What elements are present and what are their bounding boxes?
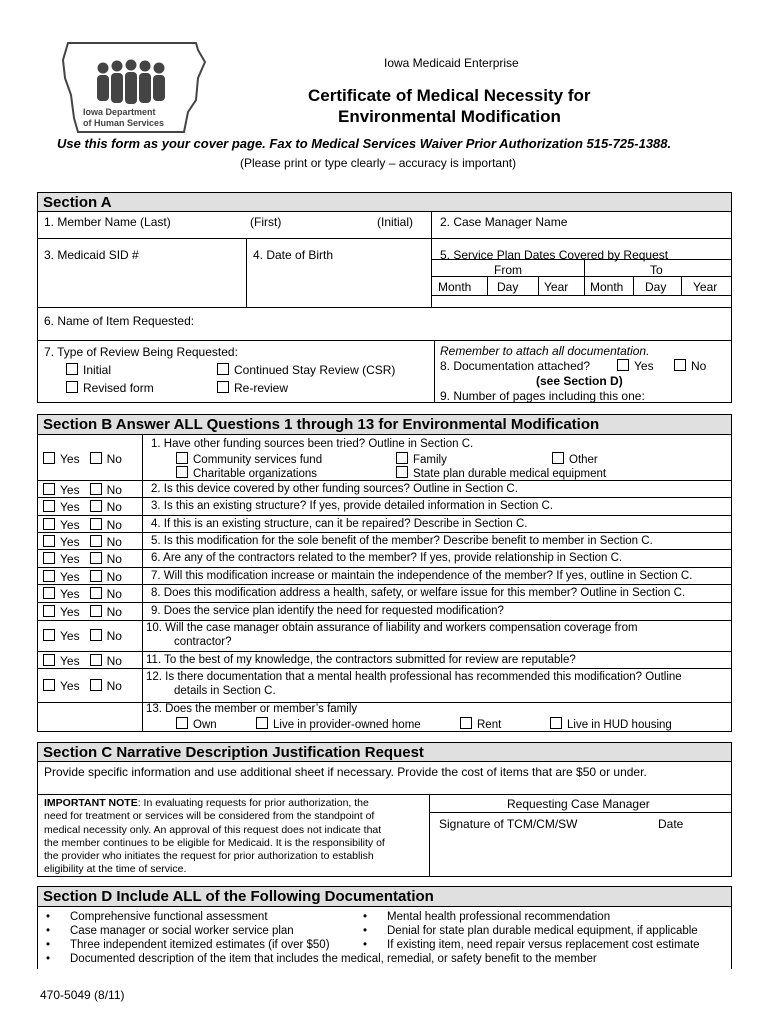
item-requested-label: 6. Name of Item Requested: bbox=[44, 314, 195, 328]
q2-text: 2. Is this device covered by other funding sources? Outline in Section C. bbox=[151, 483, 518, 495]
section-a-title: Section A bbox=[38, 193, 731, 212]
section-c bbox=[37, 742, 732, 877]
checkbox-icon[interactable] bbox=[396, 466, 408, 478]
q4-yes-no[interactable]: Yes No bbox=[43, 518, 122, 532]
important-note: IMPORTANT NOTE: In evaluating requests for prior authorization, the need for treatment or services will be considered from the standpoint of medical necessity only. An approval of this request does not indicate that the member continues to be eligible for Medicaid. It is the responsibility of the provider who initiates the request for prior authorization to establish eligibility at the time of service. bbox=[44, 797, 385, 876]
checkbox-icon[interactable] bbox=[43, 483, 55, 495]
date-col-day-from: Day bbox=[497, 280, 519, 294]
section-c-title: Section C Narrative Description Justification Request bbox=[38, 743, 731, 762]
review-revised-option[interactable]: Revised form bbox=[66, 381, 154, 395]
section-c-instruction: Provide specific information and use additional sheet if necessary. Provide the cost of items that are $50 or under. bbox=[44, 765, 647, 779]
q1-community-fund[interactable]: Community services fund bbox=[176, 452, 322, 466]
doc-state-plan-denial: • Denial for state plan durable medical equipment, if applicable bbox=[363, 925, 698, 937]
q12-text-cont: details in Section C. bbox=[174, 685, 276, 697]
q3-text: 3. Is this an existing structure? If yes, provide detailed information in Section C. bbox=[151, 500, 554, 512]
logo-line1: Iowa Department bbox=[83, 107, 156, 117]
see-section-d: (see Section D) bbox=[536, 374, 623, 388]
doc-estimates: • Three independent itemized estimates (if over $50) bbox=[46, 939, 330, 951]
doc-functional-assessment: • Comprehensive functional assessment bbox=[46, 911, 268, 923]
date-col-day-to: Day bbox=[645, 280, 667, 294]
q8-yes-no[interactable]: Yes No bbox=[43, 587, 122, 601]
date-col-year-to: Year bbox=[693, 280, 718, 294]
checkbox-icon[interactable] bbox=[43, 500, 55, 512]
agency-name: Iowa Medicaid Enterprise bbox=[384, 56, 519, 70]
q8-text: 8. Does this modification address a health, safety, or welfare issue for this member? Outline in Section C. bbox=[151, 587, 686, 599]
checkbox-icon[interactable] bbox=[217, 363, 229, 375]
checkbox-icon[interactable] bbox=[217, 381, 229, 393]
signature-date-label: Date bbox=[658, 817, 684, 831]
medicaid-sid-label: 3. Medicaid SID # bbox=[44, 248, 139, 262]
q7-yes-no[interactable]: Yes No bbox=[43, 570, 122, 584]
checkbox-icon[interactable] bbox=[674, 359, 686, 371]
checkbox-icon[interactable] bbox=[43, 552, 55, 564]
dob-label: 4. Date of Birth bbox=[253, 248, 334, 262]
doc-attached-label: 8. Documentation attached? bbox=[440, 359, 591, 373]
q9-yes-no[interactable]: Yes No bbox=[43, 605, 122, 619]
member-name-label: 1. Member Name (Last) bbox=[44, 215, 171, 229]
q2-yes-no[interactable]: Yes No bbox=[43, 483, 122, 497]
review-initial-option[interactable]: Initial bbox=[66, 363, 111, 377]
fax-instruction: Use this form as your cover page. Fax to Medical Services Waiver Prior Authorization 515-725-1388. bbox=[57, 136, 672, 151]
checkbox-icon[interactable] bbox=[90, 587, 102, 599]
q13-rent[interactable]: Rent bbox=[460, 717, 501, 731]
remember-note: Remember to attach all documentation. bbox=[440, 344, 650, 358]
q5-text: 5. Is this modification for the sole benefit of the member? Describe benefit to member in Section C. bbox=[151, 535, 653, 547]
section-b bbox=[37, 414, 732, 732]
checkbox-icon[interactable] bbox=[66, 363, 78, 375]
from-label: From bbox=[494, 263, 522, 277]
checkbox-icon[interactable] bbox=[90, 654, 102, 666]
checkbox-icon[interactable] bbox=[550, 717, 562, 729]
checkbox-icon[interactable] bbox=[176, 717, 188, 729]
checkbox-icon[interactable] bbox=[460, 717, 472, 729]
to-label: To bbox=[650, 263, 663, 277]
q1-text: 1. Have other funding sources been tried? Outline in Section C. bbox=[151, 438, 474, 450]
doc-mental-health: • Mental health professional recommendation bbox=[363, 911, 611, 923]
q10-text: 10. Will the case manager obtain assurance of liability and workers compensation coverage from bbox=[146, 622, 638, 634]
q6-yes-no[interactable]: Yes No bbox=[43, 552, 122, 566]
checkbox-icon[interactable] bbox=[90, 452, 102, 464]
q3-yes-no[interactable]: Yes No bbox=[43, 500, 122, 514]
checkbox-icon[interactable] bbox=[90, 605, 102, 617]
checkbox-icon[interactable] bbox=[90, 500, 102, 512]
checkbox-icon[interactable] bbox=[90, 629, 102, 641]
checkbox-icon[interactable] bbox=[43, 452, 55, 464]
q13-text: 13. Does the member or member’s family bbox=[146, 703, 358, 715]
requesting-case-manager: Requesting Case Manager bbox=[507, 797, 650, 811]
checkbox-icon[interactable] bbox=[176, 466, 188, 478]
date-col-month-to: Month bbox=[590, 280, 624, 294]
checkbox-icon[interactable] bbox=[43, 518, 55, 530]
checkbox-icon[interactable] bbox=[256, 717, 268, 729]
agency-logo bbox=[58, 40, 208, 135]
q11-text: 11. To the best of my knowledge, the contractors submitted for review are reputable? bbox=[146, 654, 576, 666]
section-d bbox=[37, 886, 732, 969]
q1-charitable[interactable]: Charitable organizations bbox=[176, 466, 317, 480]
checkbox-icon[interactable] bbox=[66, 381, 78, 393]
checkbox-icon[interactable] bbox=[617, 359, 629, 371]
checkbox-icon[interactable] bbox=[43, 629, 55, 641]
plan-dates-label: 5. Service Plan Dates Covered by Request bbox=[440, 248, 669, 262]
q1-yes-no[interactable]: Yes No bbox=[43, 452, 122, 466]
checkbox-icon[interactable] bbox=[90, 518, 102, 530]
initial-label: (Initial) bbox=[377, 215, 414, 229]
q13-provider-owned[interactable]: Live in provider-owned home bbox=[256, 717, 421, 731]
checkbox-icon[interactable] bbox=[90, 679, 102, 691]
q10-text-cont: contractor? bbox=[174, 636, 232, 648]
checkbox-icon[interactable] bbox=[43, 535, 55, 547]
doc-item-description: • Documented description of the item that includes the medical, remedial, or safety benefit to the member bbox=[46, 953, 597, 965]
doc-attached-no[interactable]: No bbox=[674, 359, 706, 373]
checkbox-icon[interactable] bbox=[90, 570, 102, 582]
q7-text: 7. Will this modification increase or maintain the independence of the member? If yes, outline in Section C. bbox=[151, 570, 693, 582]
q1-state-plan[interactable]: State plan durable medical equipment bbox=[396, 466, 606, 480]
review-rereview-option[interactable]: Re-review bbox=[217, 381, 288, 395]
checkbox-icon[interactable] bbox=[43, 587, 55, 599]
section-d-title: Section D Include ALL of the Following Documentation bbox=[38, 887, 731, 907]
q6-text: 6. Are any of the contractors related to the member? If yes, provide relationship in Section C. bbox=[151, 552, 623, 564]
section-a bbox=[37, 192, 732, 403]
logo-line2: of Human Services bbox=[83, 118, 165, 128]
checkbox-icon[interactable] bbox=[43, 654, 55, 666]
first-name-label: (First) bbox=[250, 215, 282, 229]
q10-yes-no[interactable]: Yes No bbox=[43, 629, 122, 643]
q13-own[interactable]: Own bbox=[176, 717, 217, 731]
q5-yes-no[interactable]: Yes No bbox=[43, 535, 122, 549]
q4-text: 4. If this is an existing structure, can it be repaired? Describe in Section C. bbox=[151, 518, 528, 530]
checkbox-icon[interactable] bbox=[90, 535, 102, 547]
date-col-year-from: Year bbox=[544, 280, 569, 294]
q13-hud[interactable]: Live in HUD housing bbox=[550, 717, 672, 731]
checkbox-icon[interactable] bbox=[552, 452, 564, 464]
date-col-month-from: Month bbox=[438, 280, 472, 294]
checkbox-icon[interactable] bbox=[43, 605, 55, 617]
doc-repair-estimate: • If existing item, need repair versus replacement cost estimate bbox=[363, 939, 700, 951]
q1-family[interactable]: Family bbox=[396, 452, 447, 466]
form-title-line2: Environmental Modification bbox=[338, 107, 561, 126]
checkbox-icon[interactable] bbox=[90, 483, 102, 495]
form-number: 470-5049 (8/11) bbox=[40, 988, 125, 1002]
pages-label: 9. Number of pages including this one: bbox=[440, 389, 645, 403]
form-title-line1: Certificate of Medical Necessity for bbox=[308, 86, 591, 105]
signature-label: Signature of TCM/CM/SW bbox=[439, 817, 578, 831]
checkbox-icon[interactable] bbox=[396, 452, 408, 464]
case-manager-label: 2. Case Manager Name bbox=[440, 215, 568, 229]
q11-yes-no[interactable]: Yes No bbox=[43, 654, 122, 668]
doc-attached-yes[interactable]: Yes bbox=[617, 359, 654, 373]
section-b-title: Section B Answer ALL Questions 1 through 13 for Environmental Modification bbox=[38, 415, 731, 435]
checkbox-icon[interactable] bbox=[90, 552, 102, 564]
checkbox-icon[interactable] bbox=[43, 679, 55, 691]
q12-yes-no[interactable]: Yes No bbox=[43, 679, 122, 693]
review-csr-option[interactable]: Continued Stay Review (CSR) bbox=[217, 363, 395, 377]
q9-text: 9. Does the service plan identify the need for requested modification? bbox=[151, 605, 504, 617]
checkbox-icon[interactable] bbox=[176, 452, 188, 464]
print-instruction: (Please print or type clearly – accuracy is important) bbox=[240, 156, 517, 170]
review-type-label: 7. Type of Review Being Requested: bbox=[44, 345, 238, 359]
doc-service-plan: • Case manager or social worker service plan bbox=[46, 925, 294, 937]
q12-text: 12. Is there documentation that a mental health professional has recommended this modification? Outline bbox=[146, 671, 682, 683]
q1-other[interactable]: Other bbox=[552, 452, 598, 466]
checkbox-icon[interactable] bbox=[43, 570, 55, 582]
